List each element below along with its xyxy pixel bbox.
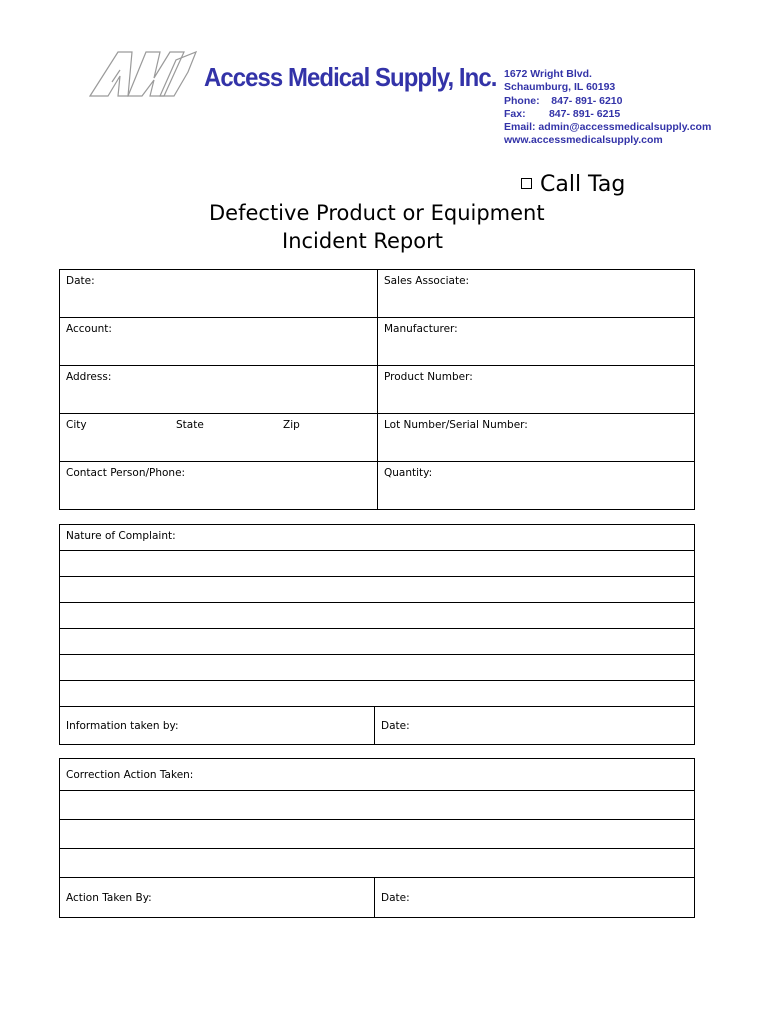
product-number-label: Product Number: [384,371,473,383]
address-line1: 1672 Wright Blvd. [504,68,592,80]
info-taken-by-label: Information taken by: [66,719,179,732]
website: www.accessmedicalsupply.com [504,134,663,147]
complaint-line[interactable] [60,551,695,577]
sales-associate-field[interactable] [378,270,695,318]
quantity-label: Quantity: [384,467,433,479]
quantity-field[interactable] [378,462,695,510]
city-state-zip-field[interactable] [60,414,378,462]
address-line2: Schaumburg, IL 60193 [504,81,616,94]
company-logo [88,46,198,102]
info-table [59,269,695,510]
complaint-table [59,524,695,745]
address-field[interactable] [60,366,378,414]
action-taken-by-field[interactable] [60,878,375,918]
address-label: Address: [66,371,112,383]
product-number-field[interactable] [378,366,695,414]
complaint-line[interactable] [60,603,695,629]
date-label: Date: [66,275,95,287]
correction-line[interactable] [60,820,695,849]
email: Email: admin@accessmedicalsupply.com [504,121,712,134]
fax-label: Fax: [504,107,526,120]
fax-number: 847- 891- 6215 [548,107,621,120]
phone-label: Phone: [504,94,540,107]
correction-date-label: Date: [381,891,410,904]
complaint-line[interactable] [60,577,695,603]
complaint-line[interactable] [60,681,695,707]
complaint-date-label: Date: [381,719,410,732]
info-taken-by-field[interactable] [60,707,375,745]
contact-label: Contact Person/Phone: [66,467,186,479]
call-tag-checkbox[interactable] [521,178,532,189]
correction-line[interactable] [60,759,695,791]
date-field[interactable] [60,270,378,318]
manufacturer-field[interactable] [378,318,695,366]
account-label: Account: [66,323,112,335]
correction-table [59,758,695,918]
account-field[interactable] [60,318,378,366]
correction-line[interactable] [60,849,695,878]
state-label: State [176,419,204,431]
manufacturer-label: Manufacturer: [384,323,458,335]
contact-field[interactable] [60,462,378,510]
complaint-label: Nature of Complaint: [66,530,176,542]
call-tag-option[interactable] [521,172,625,197]
form-title-line2: Incident Report [282,229,443,253]
lot-serial-field[interactable] [378,414,695,462]
sales-associate-label: Sales Associate: [384,275,470,287]
correction-label: Correction Action Taken: [66,768,194,781]
fax-row [504,108,711,121]
call-tag-label: Call Tag [540,172,626,197]
complaint-line[interactable] [60,629,695,655]
complaint-line[interactable] [60,525,695,551]
complaint-date-field[interactable] [375,707,695,745]
correction-date-field[interactable] [375,878,695,918]
complaint-line[interactable] [60,655,695,681]
city-label: City [66,419,87,431]
form-title-line1: Defective Product or Equipment [209,201,545,225]
correction-line[interactable] [60,791,695,820]
contact-block [504,68,711,148]
lot-serial-label: Lot Number/Serial Number: [384,419,528,431]
phone-row [504,95,711,108]
action-taken-by-label: Action Taken By: [66,891,152,904]
zip-label: Zip [283,419,300,431]
phone-number: 847- 891- 6210 [551,94,623,107]
company-name: Access Medical Supply, Inc. [204,62,497,92]
